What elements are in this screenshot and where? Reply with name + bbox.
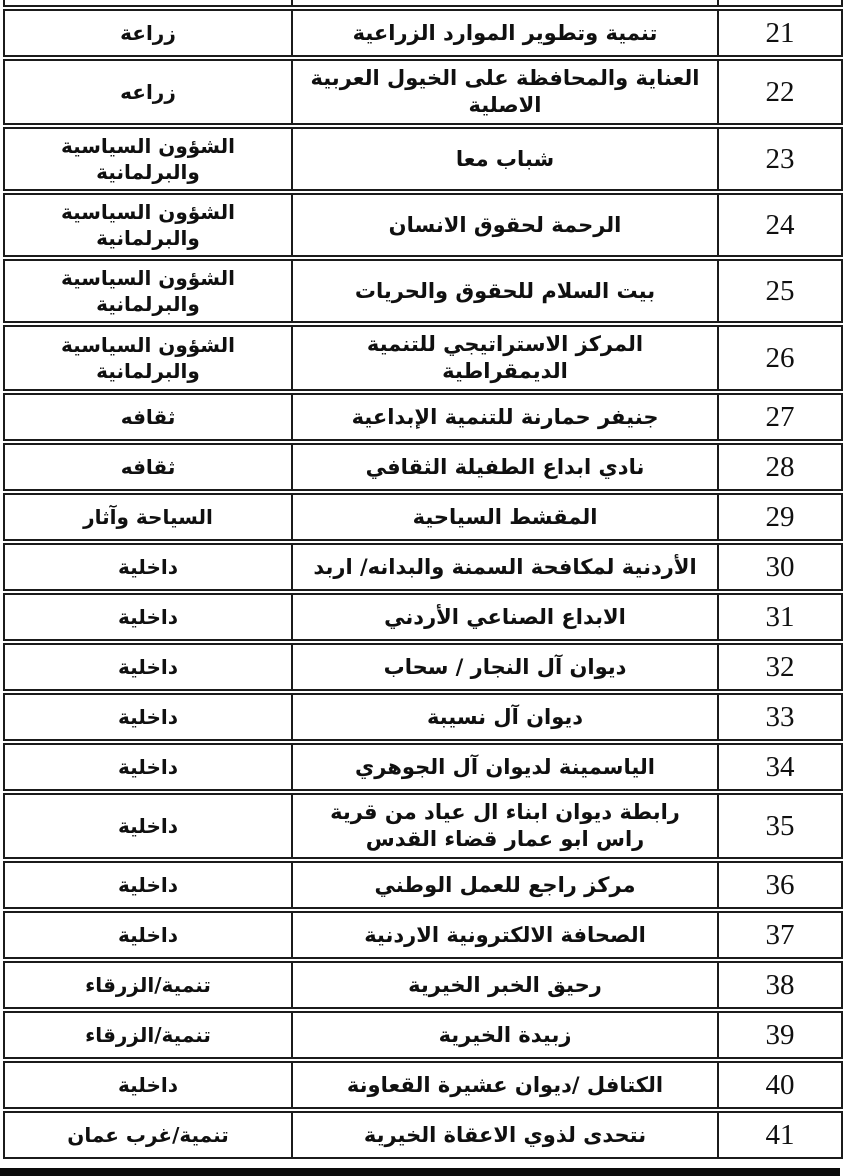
- category-cell: زراعه: [120, 80, 176, 104]
- org-name-cell: رابطة ديوان ابناء ال عياد من قرية راس ابو عمار قضاء القدس: [291, 795, 719, 857]
- category-cell: داخلية: [118, 873, 178, 897]
- org-name-cell: ديوان آل النجار / سحاب: [291, 645, 719, 689]
- row-number-cell: 23: [765, 142, 795, 175]
- row-number-cell: 37: [765, 918, 795, 951]
- table-row: [3, 793, 843, 859]
- row-number-cell: 39: [765, 1018, 795, 1051]
- category-cell: داخلية: [118, 1073, 178, 1097]
- org-name-cell: نتحدى لذوي الاعقاة الخيرية: [291, 1113, 719, 1157]
- table-row: [3, 493, 843, 541]
- category-cell: داخلية: [118, 755, 178, 779]
- org-name-cell: المقشط السياحية: [291, 495, 719, 539]
- table-row: [3, 693, 843, 741]
- table-row: [3, 911, 843, 959]
- org-name-cell: شباب معا: [291, 129, 719, 189]
- table-row: [3, 59, 843, 125]
- category-cell: تنمية/الزرقاء: [85, 1023, 211, 1047]
- category-cell: [5, 0, 291, 5]
- org-name-cell: نادي ابداع الطفيلة الثقافي: [291, 445, 719, 489]
- table-row: [3, 1111, 843, 1159]
- organizations-table: [3, 0, 843, 1159]
- table-row: [3, 9, 843, 57]
- category-cell: الشؤون السياسية والبرلمانية: [60, 134, 236, 184]
- table-row: [3, 861, 843, 909]
- row-number-cell: 32: [765, 650, 795, 683]
- category-cell: زراعة: [120, 21, 176, 45]
- category-cell: السياحة وآثار: [83, 505, 213, 529]
- org-name-cell: جنيفر حمارنة للتنمية الإبداعية: [291, 395, 719, 439]
- bottom-divider-rule: [0, 1168, 840, 1176]
- category-cell: داخلية: [118, 923, 178, 947]
- org-name-cell: الابداع الصناعي الأردني: [291, 595, 719, 639]
- table-row: [3, 593, 843, 641]
- row-number-cell: 28: [765, 450, 795, 483]
- table-row: [3, 443, 843, 491]
- table-rows-container: [3, 9, 843, 1159]
- table-row: [3, 259, 843, 323]
- table-row: [3, 325, 843, 391]
- table-row: [3, 743, 843, 791]
- table-row: [3, 127, 843, 191]
- row-number-cell: 26: [765, 341, 795, 374]
- org-name-cell: الصحافة الالكترونية الاردنية: [291, 913, 719, 957]
- row-number-cell: 41: [765, 1118, 795, 1151]
- row-number-cell: 40: [765, 1068, 795, 1101]
- category-cell: داخلية: [118, 705, 178, 729]
- row-number-cell: 34: [765, 750, 795, 783]
- category-cell: ثقافه: [120, 405, 176, 429]
- category-cell: الشؤون السياسية والبرلمانية: [60, 333, 236, 383]
- org-name-cell: مركز راجع للعمل الوطني: [291, 863, 719, 907]
- category-cell: داخلية: [118, 555, 178, 579]
- category-cell: ثقافه: [120, 455, 176, 479]
- org-name-cell: [291, 0, 719, 5]
- org-name-cell: الأردنية لمكافحة السمنة والبدانه/ اربد: [291, 545, 719, 589]
- org-name-cell: بيت السلام للحقوق والحريات: [291, 261, 719, 321]
- table-row: [3, 393, 843, 441]
- org-name-cell: تنمية وتطوير الموارد الزراعية: [291, 11, 719, 55]
- org-name-cell: الياسمينة لديوان آل الجوهري: [291, 745, 719, 789]
- row-number-cell: 27: [765, 400, 795, 433]
- category-cell: الشؤون السياسية والبرلمانية: [60, 266, 236, 316]
- category-cell: تنمية/الزرقاء: [85, 973, 211, 997]
- row-number-cell: 21: [765, 16, 795, 49]
- table-row: [3, 961, 843, 1009]
- org-name-cell: المركز الاستراتيجي للتنمية الديمقراطية: [291, 327, 719, 389]
- category-cell: الشؤون السياسية والبرلمانية: [60, 200, 236, 250]
- row-number-cell: 25: [765, 274, 795, 307]
- category-cell: داخلية: [118, 814, 178, 838]
- row-number-cell: 22: [765, 75, 795, 108]
- org-name-cell: زبيدة الخيرية: [291, 1013, 719, 1057]
- org-name-cell: العناية والمحافظة على الخيول العربية الاصلية: [291, 61, 719, 123]
- org-name-cell: الرحمة لحقوق الانسان: [291, 195, 719, 255]
- category-cell: تنمية/غرب عمان: [67, 1123, 229, 1147]
- table-row: [3, 193, 843, 257]
- row-number-cell: 31: [765, 600, 795, 633]
- table-row: [3, 1061, 843, 1109]
- row-number-cell: 29: [765, 500, 795, 533]
- org-name-cell: الكتافل /ديوان عشيرة القعاونة: [291, 1063, 719, 1107]
- row-number-cell: 24: [765, 208, 795, 241]
- category-cell: داخلية: [118, 655, 178, 679]
- row-number-cell: [719, 0, 841, 5]
- row-number-cell: 38: [765, 968, 795, 1001]
- table-row: [3, 643, 843, 691]
- partial-row-top: [3, 0, 843, 7]
- org-name-cell: ديوان آل نسيبة: [291, 695, 719, 739]
- row-number-cell: 30: [765, 550, 795, 583]
- row-number-cell: 33: [765, 700, 795, 733]
- org-name-cell: رحيق الخبر الخيرية: [291, 963, 719, 1007]
- table-row: [3, 1011, 843, 1059]
- table-row: [3, 543, 843, 591]
- category-cell: داخلية: [118, 605, 178, 629]
- row-number-cell: 36: [765, 868, 795, 901]
- row-number-cell: 35: [765, 809, 795, 842]
